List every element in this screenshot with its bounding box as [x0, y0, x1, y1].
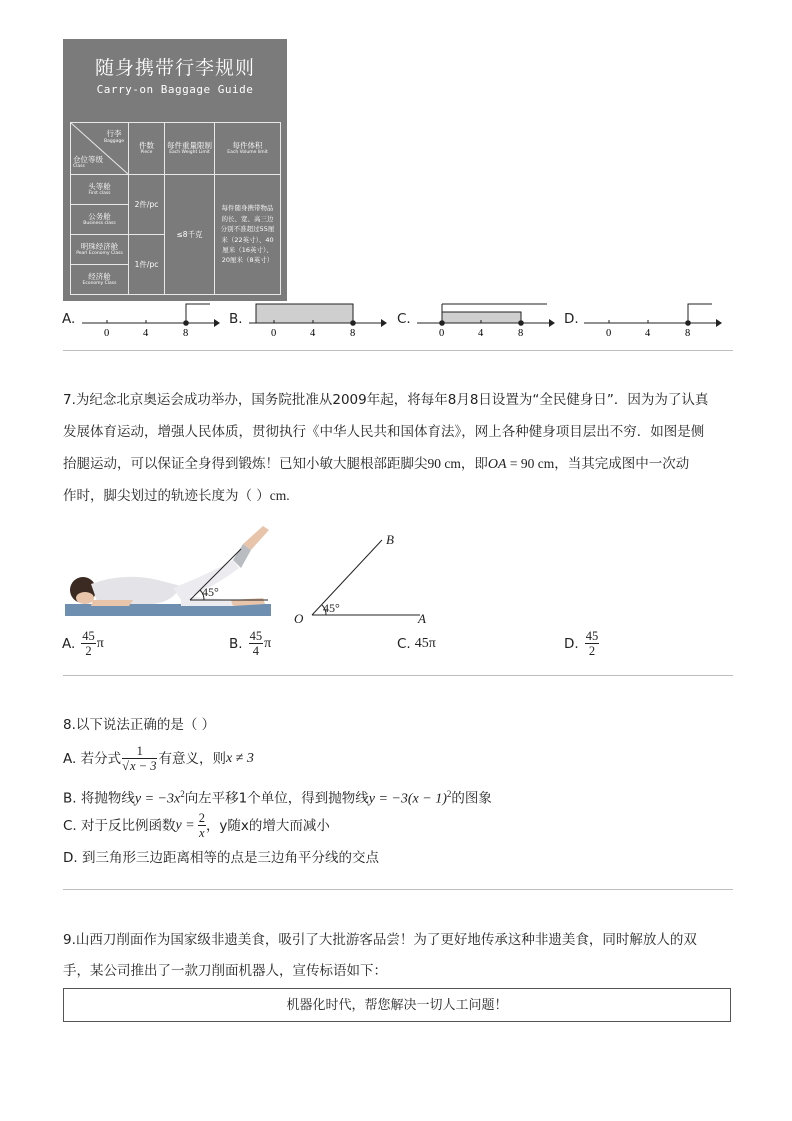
photo-angle-label: 45°: [202, 585, 219, 599]
pi-symbol: π: [96, 636, 104, 651]
radicand: x − 3: [129, 759, 157, 773]
baggage-title: 随身携带行李规则: [94, 57, 255, 79]
numerator: 45: [82, 629, 95, 643]
header-pieces: 件数: [139, 140, 154, 150]
tick-label: 8: [183, 328, 189, 339]
q9-line-2: 手，某公司推出了一款刀削面机器人，宣传标语如下：: [63, 963, 387, 979]
header-diagonal-cell: [71, 123, 129, 175]
fraction: [198, 812, 206, 840]
exponent: 2: [446, 789, 452, 799]
numerator: 2: [198, 811, 205, 825]
q7-line-4: [63, 480, 743, 512]
q7-line-4-text: 作时，脚尖划过的轨迹长度为（ ）: [63, 488, 270, 504]
option-text: C. 对于反比例函数: [63, 818, 176, 834]
option-label: C.: [397, 636, 411, 652]
pieces-premium: 2件/pc: [129, 175, 165, 235]
header-volume-en: Each Volume limit: [227, 150, 268, 156]
option-value: 45π: [414, 636, 436, 651]
tick-label: 8: [350, 328, 356, 339]
q7-line-3-text: 抬腿运动，可以保证全身得到锻炼！已知小敏大腿根部距脚尖: [63, 456, 428, 472]
tick-label: 0: [606, 328, 612, 339]
baggage-table: [70, 122, 281, 295]
class-name-en: First class: [88, 191, 111, 197]
option-label: D.: [564, 636, 579, 652]
divider: [63, 350, 733, 351]
q6-option-c-numberline: [415, 298, 555, 340]
fraction: [249, 630, 264, 658]
fraction: [81, 630, 96, 658]
denominator: √x − 3: [122, 759, 157, 773]
exponent: 2: [180, 789, 185, 799]
class-name-en: Pearl Economy Class: [76, 251, 123, 257]
tick-label: 0: [104, 328, 110, 339]
fraction: [122, 745, 157, 773]
q7-option-c: [397, 626, 436, 662]
tick-label: 4: [478, 328, 484, 339]
tick-label: 0: [271, 328, 277, 339]
function-lhs: y =: [175, 818, 195, 833]
leg-raise-photo: [63, 514, 285, 618]
q8-option-c: [63, 808, 330, 844]
header-volume: 每件体积: [232, 140, 263, 150]
parabola-2: y = −3(x − 1): [368, 791, 447, 807]
class-name: 经济舱: [88, 271, 111, 281]
divider: [63, 675, 733, 676]
q7-line-3: [63, 448, 743, 481]
weight-limit: ≤8千克: [165, 175, 215, 295]
q6-option-d-numberline: [582, 298, 722, 340]
option-text: A. 若分式: [63, 751, 122, 767]
q6-option-d-label: D.: [564, 311, 579, 327]
pi-symbol: π: [264, 636, 272, 651]
tick-label: 4: [143, 328, 149, 339]
q9-line-1: 9.山西刀削面作为国家级非遗美食，吸引了大批游客品尝！为了更好地传承这种非遗美食，同时解放人的双: [63, 932, 697, 948]
q7-segment-value: = 90 cm: [506, 456, 555, 471]
condition-math: x ≠ 3: [225, 751, 254, 766]
pieces-economy: 1件/pc: [129, 235, 165, 295]
tick-label: 8: [518, 328, 524, 339]
point-b-label: B: [386, 532, 394, 547]
option-label: A.: [62, 636, 76, 652]
class-name-en: Business class: [83, 221, 116, 227]
header-weight: 每件重量限制: [167, 140, 212, 150]
option-text: ，y随x的增大而减小: [205, 818, 330, 834]
volume-limit: 每件随身携带物品的长、宽、高三边分别不准超过55厘米（22英寸）、40厘米（16英寸）、20厘米（8英寸）: [215, 175, 281, 295]
q7-line-3-text: ，当其完成图中一次动: [554, 456, 690, 472]
point-o-label: O: [294, 611, 304, 626]
class-name-en: Economy Class: [82, 281, 117, 287]
class-name: 头等舱: [88, 181, 111, 191]
q6-option-a-label: A.: [62, 311, 76, 327]
denominator: 2: [85, 644, 92, 658]
option-text: 有意义，则: [158, 751, 226, 767]
divider: [63, 889, 733, 890]
class-name: 明珠经济舱: [80, 241, 119, 251]
numerator: 1: [122, 745, 157, 759]
slogan-box: 机器化时代，帮您解决一切人工问题！: [63, 988, 731, 1022]
baggage-guide-image: [63, 39, 287, 301]
denominator: 4: [252, 644, 259, 658]
q7-line-1: 7.为纪念北京奥运会成功举办，国务院批准从2009年起，将每年8月8日设置为“全民健身日”．因为为了认真: [63, 392, 709, 408]
q8-option-a: [63, 740, 254, 778]
header-class-en: Class: [73, 164, 85, 170]
header-luggage: 行李: [106, 129, 122, 138]
angle-diagram: [290, 528, 440, 628]
point-a-label: A: [418, 611, 426, 626]
q8-stem: 8.以下说法正确的是（ ）: [63, 717, 216, 733]
option-text: 向左平移1个单位，得到抛物线: [184, 790, 369, 807]
q6-option-c-label: C.: [397, 311, 411, 327]
tick-label: 4: [645, 328, 651, 339]
q8-option-d: D. 到三角形三边距离相等的点是三边角平分线的交点: [63, 850, 379, 866]
q7-line-2: 发展体育运动，增强人民体质，贯彻执行《中华人民共和国体育法》，网上各种健身项目层出不穷．如图是侧: [63, 424, 705, 440]
header-weight-en: Each Weight Limit: [169, 150, 210, 156]
denominator: 2: [588, 644, 596, 658]
q7-option-d: [564, 626, 599, 662]
q6-option-b-numberline: [247, 298, 387, 340]
class-name: 公务舱: [88, 211, 111, 221]
header-luggage-en: Baggage: [104, 138, 124, 144]
parabola-1: y = −3x: [134, 791, 181, 807]
header-pieces-en: Piece: [140, 150, 153, 156]
tick-label: 0: [439, 328, 445, 339]
q7-unit: cm.: [269, 488, 290, 503]
q7-segment-oa: OA: [487, 457, 507, 472]
option-label: B.: [229, 636, 243, 652]
fraction: [585, 630, 600, 658]
option-text: 的图象: [451, 790, 492, 807]
q6-option-b-label: B.: [229, 311, 243, 327]
option-text: B. 将抛物线: [63, 790, 135, 807]
baggage-subtitle: Carry-on Baggage Guide: [96, 83, 254, 96]
numerator: 45: [249, 629, 263, 643]
q7-option-a: [62, 626, 104, 662]
numerator: 45: [585, 629, 599, 643]
header-class: 仓位等级: [73, 154, 103, 164]
q6-option-a-numberline: [80, 298, 220, 340]
tick-label: 4: [310, 328, 316, 339]
tick-label: 8: [685, 328, 691, 339]
q7-length-value: 90 cm: [427, 456, 461, 471]
diagram-angle-label: 45°: [323, 601, 340, 615]
q7-option-b: [229, 626, 271, 662]
q7-line-3-text: ，即: [460, 456, 488, 472]
denominator: x: [199, 826, 205, 840]
